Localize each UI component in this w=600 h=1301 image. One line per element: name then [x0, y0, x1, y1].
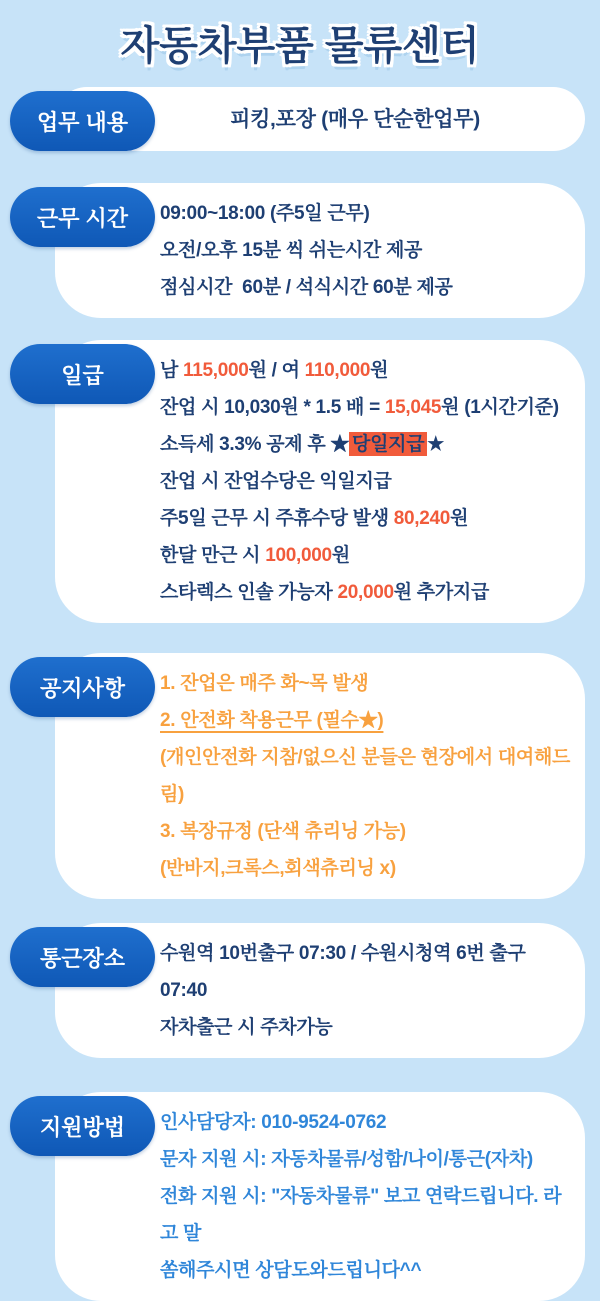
text-segment: 3. 복장규정 (단색 츄리닝 가능): [160, 821, 406, 842]
text-segment: 원 / 여: [248, 360, 305, 381]
text-segment: 소득세 3.3% 공제 후 ★: [160, 434, 350, 455]
text-segment: 전화 지원 시: "자동차물류" 보고 연락드립니다. 라고 말: [160, 1186, 562, 1244]
section-lines-daily-pay: [160, 352, 571, 611]
text-line: [160, 500, 571, 537]
section-work-hours: [0, 183, 600, 318]
text-segment: 점심시간 60분 / 석식시간 60분 제공: [160, 277, 453, 298]
text-line: [160, 1252, 571, 1289]
text-line: [160, 352, 571, 389]
text-line: [160, 232, 571, 269]
section-label-work-content: 업무 내용: [10, 91, 155, 151]
text-segment: 오전/오후 15분 씩 쉬는시간 제공: [160, 240, 423, 261]
text-segment: 2. 안전화 착용근무 (필수★): [160, 710, 384, 731]
text-line: [160, 1141, 571, 1178]
section-lines-work-content: [145, 101, 565, 138]
text-segment: 1. 잔업은 매주 화~목 발생: [160, 673, 369, 694]
section-apply: [0, 1092, 600, 1301]
text-segment: 원 (1시간기준): [441, 397, 559, 418]
text-segment: 인사담당자: 010-9524-0762: [160, 1112, 387, 1133]
section-daily-pay: [0, 340, 600, 623]
text-segment: 주5일 근무 시 주휴수당 발생: [160, 508, 394, 529]
section-label-work-hours: 근무 시간: [10, 187, 155, 247]
text-line: [160, 426, 571, 463]
text-segment: 남: [160, 360, 184, 381]
page-title: 자동차부품 물류센터: [120, 24, 480, 68]
text-line: [160, 935, 571, 1009]
text-segment: 피킹,포장 (매우 단순한업무): [230, 107, 480, 131]
text-line: [160, 269, 571, 306]
section-label-apply: 지원방법: [10, 1096, 155, 1156]
section-lines-commute: [160, 935, 571, 1046]
section-commute: [0, 923, 600, 1058]
text-segment: 110,000: [304, 360, 371, 381]
text-segment: 한달 만근 시: [160, 545, 266, 566]
text-segment: 20,000: [337, 582, 394, 603]
text-line: [160, 537, 571, 574]
text-segment: 원: [370, 360, 389, 381]
text-line: [160, 463, 571, 500]
text-segment: 115,000: [183, 360, 249, 381]
text-segment: 자차출근 시 주차가능: [160, 1017, 333, 1038]
text-segment: 원: [331, 545, 350, 566]
text-line: [160, 1009, 571, 1046]
text-segment: 15,045: [384, 397, 442, 418]
section-work-content: [0, 87, 600, 151]
text-line: [160, 702, 571, 739]
text-segment: 원 추가지급: [393, 582, 490, 603]
text-segment: 잔업 시 잔업수당은 익일지급: [160, 471, 392, 492]
text-line: [160, 574, 571, 611]
text-line: [160, 389, 571, 426]
text-line: [160, 195, 571, 232]
text-line: [160, 1104, 571, 1141]
text-segment: 80,240: [393, 508, 451, 529]
text-segment: 쏨해주시면 상담도와드립니다^^: [160, 1260, 422, 1281]
text-segment: 당일지급: [349, 432, 427, 456]
text-segment: (반바지,크록스,회색츄리닝 x): [160, 858, 396, 879]
text-line: [145, 101, 565, 138]
section-label-daily-pay: 일급: [10, 344, 155, 404]
text-line: [160, 665, 571, 702]
section-lines-notices: [160, 665, 571, 887]
section-lines-work-hours: [160, 195, 571, 306]
text-segment: 스타렉스 인솔 가능자: [160, 582, 338, 603]
text-line: [160, 813, 571, 850]
text-segment: 문자 지원 시: 자동차물류/성함/나이/통근(자차): [160, 1149, 533, 1170]
text-segment: ★: [427, 434, 444, 455]
text-segment: 원: [450, 508, 469, 529]
section-notices: [0, 653, 600, 899]
text-segment: (개인안전화 지참/없으신 분들은 현장에서 대여해드림): [160, 747, 571, 805]
section-label-notices: 공지사항: [10, 657, 155, 717]
section-lines-apply: [160, 1104, 571, 1289]
text-line: [160, 739, 571, 813]
text-segment: 수원역 10번출구 07:30 / 수원시청역 6번 출구 07:40: [160, 943, 531, 1001]
section-label-commute: 통근장소: [10, 927, 155, 987]
text-segment: 09:00~18:00 (주5일 근무): [160, 203, 370, 224]
text-line: [160, 850, 571, 887]
text-segment: 100,000: [265, 545, 332, 566]
text-line: [160, 1178, 571, 1252]
text-segment: 잔업 시 10,030원 * 1.5 배 =: [160, 397, 385, 418]
